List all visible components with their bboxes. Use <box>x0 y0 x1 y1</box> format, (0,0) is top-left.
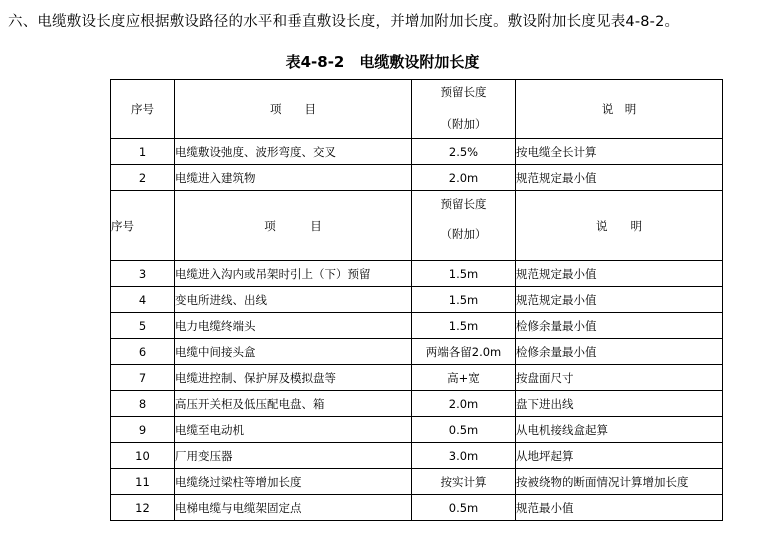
cell-no: 2 <box>111 165 175 191</box>
cell-item: 电力电缆终端头 <box>175 313 412 339</box>
cell-no: 3 <box>111 261 175 287</box>
cell-length: 2.0m <box>412 165 516 191</box>
cell-length: 0.5m <box>412 495 516 521</box>
subheader-item <box>175 191 412 261</box>
table-row <box>111 391 723 417</box>
cell-item: 电缆中间接头盒 <box>175 339 412 365</box>
header-no: 序号 <box>111 80 175 139</box>
cell-no: 8 <box>111 391 175 417</box>
cell-item: 电缆绕过梁柱等增加长度 <box>175 469 412 495</box>
table-row <box>111 287 723 313</box>
cell-note: 按被绕物的断面情况计算增加长度 <box>516 469 723 495</box>
subheader-length <box>412 191 516 261</box>
subheader-note <box>516 191 723 261</box>
cell-length: 按实计算 <box>412 469 516 495</box>
cell-length: 3.0m <box>412 443 516 469</box>
header-note-text: 说 明 <box>601 102 637 116</box>
table-title: 表4-8-2 电缆敷设附加长度 <box>285 53 480 71</box>
cell-length: 0.5m <box>412 417 516 443</box>
header-item <box>175 80 412 139</box>
cell-no: 12 <box>111 495 175 521</box>
cell-length: 2.5% <box>412 139 516 165</box>
header-length <box>412 80 516 139</box>
cell-item: 电梯电缆与电缆架固定点 <box>175 495 412 521</box>
header-item-text: 项 目 <box>270 102 316 116</box>
cell-item: 电缆进控制、保护屏及模拟盘等 <box>175 365 412 391</box>
table-row <box>111 165 723 191</box>
subheader-no: 序号 <box>111 191 175 261</box>
cell-note: 检修余量最小值 <box>516 339 723 365</box>
intro-paragraph: 六、电缆敷设长度应根据敷设路径的水平和垂直敷设长度，并增加附加长度。敷设附加长度见表4-8-2。 <box>8 14 680 30</box>
table-subheader-row <box>111 191 723 261</box>
cell-no: 1 <box>111 139 175 165</box>
cell-length: 高+宽 <box>412 365 516 391</box>
cell-item: 高压开关柜及低压配电盘、箱 <box>175 391 412 417</box>
cell-item: 电缆至电动机 <box>175 417 412 443</box>
header-note <box>516 80 723 139</box>
cell-note: 规范规定最小值 <box>516 261 723 287</box>
cell-note: 检修余量最小值 <box>516 313 723 339</box>
cell-no: 7 <box>111 365 175 391</box>
cell-item: 变电所进线、出线 <box>175 287 412 313</box>
cell-no: 6 <box>111 339 175 365</box>
table-row <box>111 469 723 495</box>
table-row <box>111 261 723 287</box>
cell-item: 厂用变压器 <box>175 443 412 469</box>
cell-note: 规范规定最小值 <box>516 287 723 313</box>
table-row <box>111 495 723 521</box>
subheader-length-top: 预留长度 <box>440 197 487 211</box>
table-row <box>111 313 723 339</box>
header-length-top: 预留长度 <box>440 85 487 99</box>
subheader-length-bottom: （附加） <box>440 227 487 241</box>
cell-length: 1.5m <box>412 313 516 339</box>
cell-note: 规范规定最小值 <box>516 165 723 191</box>
cell-item: 电缆进入建筑物 <box>175 165 412 191</box>
cell-length: 2.0m <box>412 391 516 417</box>
cell-item: 电缆进入沟内或吊架时引上（下）预留 <box>175 261 412 287</box>
cell-no: 11 <box>111 469 175 495</box>
cell-no: 9 <box>111 417 175 443</box>
cell-note: 从电机接线盒起算 <box>516 417 723 443</box>
cable-length-table <box>110 79 723 521</box>
table-row <box>111 339 723 365</box>
cell-note: 盘下进出线 <box>516 391 723 417</box>
cell-note: 从地坪起算 <box>516 443 723 469</box>
cell-no: 10 <box>111 443 175 469</box>
subheader-note-text: 说 明 <box>596 218 642 233</box>
cell-no: 5 <box>111 313 175 339</box>
cell-note: 按盘面尺寸 <box>516 365 723 391</box>
cell-item: 电缆敷设弛度、波形弯度、交叉 <box>175 139 412 165</box>
table-row <box>111 443 723 469</box>
table-row <box>111 365 723 391</box>
subheader-item-text: 项 目 <box>264 218 322 233</box>
cell-length: 两端各留2.0m <box>412 339 516 365</box>
cell-note: 按电缆全长计算 <box>516 139 723 165</box>
header-length-bottom: （附加） <box>440 117 487 131</box>
cell-length: 1.5m <box>412 287 516 313</box>
table-row <box>111 139 723 165</box>
cell-note: 规范最小值 <box>516 495 723 521</box>
cell-length: 1.5m <box>412 261 516 287</box>
table-row <box>111 417 723 443</box>
cell-no: 4 <box>111 287 175 313</box>
table-header-row <box>111 80 723 139</box>
